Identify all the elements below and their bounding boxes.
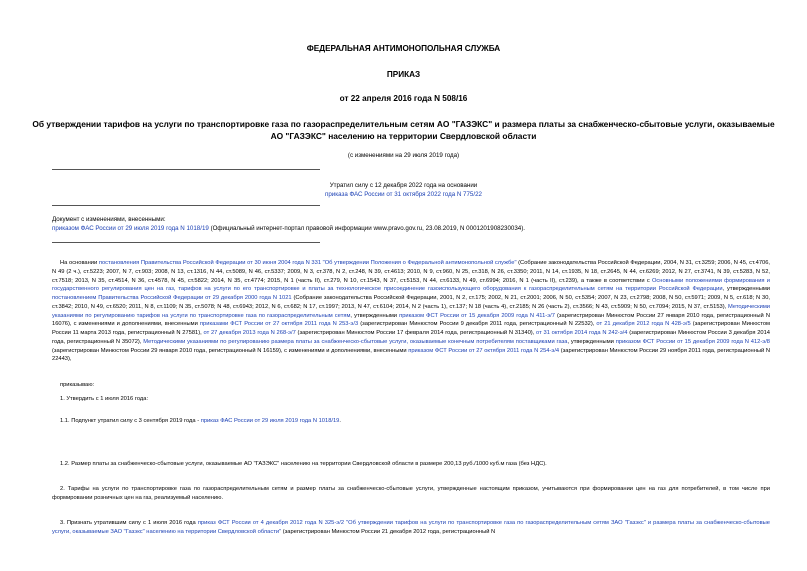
document-link[interactable]: Методическими указаниями по регулированию тарифов на услуги по транспортировке газа по газораспределительным сетям — [52, 303, 770, 319]
document-link[interactable]: приказом ФСТ России от 15 декабря 2009 года N 411-э/7 — [399, 312, 555, 319]
text-run: , утвержденными — [350, 312, 400, 319]
document-link[interactable]: от 21 декабря 2012 года N 428-э/5 — [596, 321, 691, 328]
changes-label: Документ с изменениями, внесенными: — [52, 216, 166, 223]
document-type: ПРИКАЗ — [386, 70, 421, 79]
lost-force-text: Утратил силу с 12 декабря 2022 года на основании — [329, 182, 478, 189]
item-1: 1. Утвердить с 1 июля 2016 года: — [60, 396, 149, 402]
lost-force-link[interactable]: приказа ФАС России от 31 октября 2022 года N 775/22 — [325, 191, 482, 198]
text-run: (зарегистрирован Минюстом России 29 января 2010 года, регистрационный N 16159), с изменениями и дополнениями, внесенными — [52, 347, 409, 354]
document-link[interactable]: от 27 декабря 2013 года N 268-э/7 — [203, 330, 296, 336]
text-run: (зарегистрирован Минюстом России 3 декабря 2014 года, регистрационный N 35072), — [52, 330, 771, 345]
text-run: 3. Признать утратившим силу с 1 июля 2016 года — [60, 520, 198, 526]
item-1-1 — [52, 417, 770, 426]
changes-note — [52, 215, 772, 234]
document-link[interactable]: Основными положениями формирования и государственного регулирования цен на газ, тарифов на услуги по его транспортировке и платы за технологическое присоединение газоиспользующего оборудования к газораспределительным сетям на территории Российской Федерации — [52, 277, 770, 293]
text-run: На основании — [60, 260, 99, 266]
text-run: (зарегистрирован Минюстом России 21 декабря 2012 года, регистрационный N — [281, 528, 496, 535]
basis-paragraph — [52, 259, 770, 364]
amendment-note: (с изменениями на 29 июля 2019 года) — [347, 152, 460, 159]
changes-link[interactable]: приказом ФАС России от 29 июля 2019 года N 1018/19 — [52, 225, 209, 233]
divider-rule — [52, 205, 320, 206]
document-link[interactable]: постановления Правительства Российской Федерации от 30 июня 2004 года N 331 "Об утверждении Положения о Федеральной антимонопольной службе" — [98, 260, 517, 266]
document-link[interactable]: приказами ФСТ России от 27 октября 2011 года N 253-э/3 — [199, 321, 359, 328]
text-run: , утвержденными — [722, 286, 770, 293]
text-run: (Собрание законодательства Российской Федерации, 2004, N 31, ст.3259; 2006, N 45, ст.4706, N 49 (2 ч.), ст.5223; 2007, N 7, ст.903; 2008, N 13, ст.1316, N 44, ст.5089, N 46, ст.5337; 2009, N 3, ст.378, N 2, ст.248, N 39, ст.4613; 2010, N 9, ст.960, N 25, ст.318, N 26, ст.3350; 2011, N 14, ст.1935, N 18, ст.2645, N 44, ст.6269; 2012, N 27, ст.3741, N 39, ст.5283, N 52, ст.7518; 2013, N 35, ст.4514, N 36, ст.4578, N 45, ст.5822; 2014, N 35, ст.4774; 2015, N 1 (часть II), ст.279, N 10, ст.1543, N 37, ст.5153, N 44, ст.6133, N 49, ст.6994; 2016, N 1 (часть II), ст.239), а также в соответствии с — [52, 260, 771, 284]
item-3 — [52, 519, 770, 537]
text-run: 1.1. Подпункт утратил силу с 3 сентября 2019 года - — [60, 418, 201, 424]
document-link[interactable]: от 31 октября 2014 года N 242-э/4 — [536, 330, 628, 336]
divider-rule — [52, 169, 320, 170]
text-run: , утвержденными — [567, 338, 616, 345]
basis-runs — [52, 260, 770, 362]
changes-source: (Официальный интернет-портал правовой информации www.pravo.gov.ru, 23.08.2019, N 0001201908230034). — [208, 225, 526, 233]
text-run: (Собрание законодательства Российской Федерации, 2001, N 2, ст.175; 2002, N 21, ст.2001; 2006, N 50, ст.5354; 2007, N 23, ст.2798; 2008, N 50, ст.5971; 2009, N 5, ст.618; N 30, ст.3842; 2010, N 49, ст.6520; 2011, N 8, ст.1109; N 35, ст.5078; N 48, ст.6943; 2012, N 6, ст.682; N 17, ст.1997; 2013, N 47, ст.6104; 2014, N 2 (часть 1), ст.137; N 18 (часть 4), ст.2185; N 26 (часть 2), ст.3566; N 43, ст.5909; N 50, ст.7094; 2015, N 37, ст.5153), — [52, 295, 770, 310]
text-run: (зарегистрирован Минюстом России 11 марта 2013 года, регистрационный N 27581), — [52, 321, 770, 336]
document-link[interactable]: Методическими указаниями по регулированию размера платы за снабженческо-сбытовые услуги, оказываемые конечным потребителям поставщиками газа — [143, 338, 568, 345]
text-run: (зарегистрирован Минюстом России 27 января 2010 года, регистрационный N 16076), с изменениями и дополнениями, внесенными — [52, 312, 770, 328]
item-1-2: 1.2. Размер платы за снабженческо-сбытовые услуги, оказываемые АО "ГАЗЭКС" населению на территории Свердловской области в размере 200,13 руб./1000 куб.м газа (без НДС). — [60, 461, 547, 467]
order-date-number: от 22 апреля 2016 года N 508/16 — [339, 94, 468, 103]
lost-force-notice — [0, 181, 807, 199]
document-link[interactable]: приказом ФСТ России от 15 декабря 2009 года N 412-э/8 — [615, 338, 770, 345]
document-link[interactable]: приказ ФСТ России от 4 декабря 2012 года N 325-э/2 "Об утверждении тарифов на услуги по транспортировке газа по газораспределительным сетям ЗАО "Газэкс" и размера платы за снабженческо-сбытовые услуги, оказываемые ЗАО "Газэкс" населению на территории Свердловской области" — [52, 520, 770, 535]
ordered-text: приказываю: — [60, 382, 95, 388]
document-link[interactable]: приказом ФСТ России от 27 октября 2011 года N 254-э/4 — [408, 347, 560, 354]
text-run: (зарегистрирован Минюстом России 9 декабря 2011 года, регистрационный N 22532), — [358, 321, 597, 328]
text-run: (зарегистрирован Минюстом России 17 февраля 2014 года, регистрационный N 31340), — [295, 330, 537, 336]
divider-rule — [52, 242, 320, 243]
document-link[interactable]: приказ ФАС России от 29 июля 2019 года N 1018/19 — [200, 418, 340, 424]
text-run: . — [339, 418, 341, 424]
document-title: Об утверждении тарифов на услуги по транспортировке газа по газораспределительным сетям АО "ГАЗЭКС" и размера платы за снабженческо-сбытовые услуги, оказываемые АО "ГАЗЭКС" населению на территории Свердловской области — [32, 119, 775, 141]
text-run: (зарегистрирован Минюстом России 29 ноября 2011 года, регистрационный N 22443), — [52, 347, 770, 363]
organization-name: ФЕДЕРАЛЬНАЯ АНТИМОНОПОЛЬНАЯ СЛУЖБА — [306, 44, 501, 53]
document-link[interactable]: постановлением Правительства Российской Федерации от 29 декабря 2000 года N 1021 — [52, 295, 292, 301]
item-2: 2. Тарифы на услуги по транспортировке газа по газораспределительным сетям и размер платы за снабженческо-сбытовые услуги, утвержденные настоящим приказом, учитываются при формировании цен на газ для потребителей, в том числе при формировании розничных цен на газ, реализуемый населению. — [52, 486, 770, 501]
